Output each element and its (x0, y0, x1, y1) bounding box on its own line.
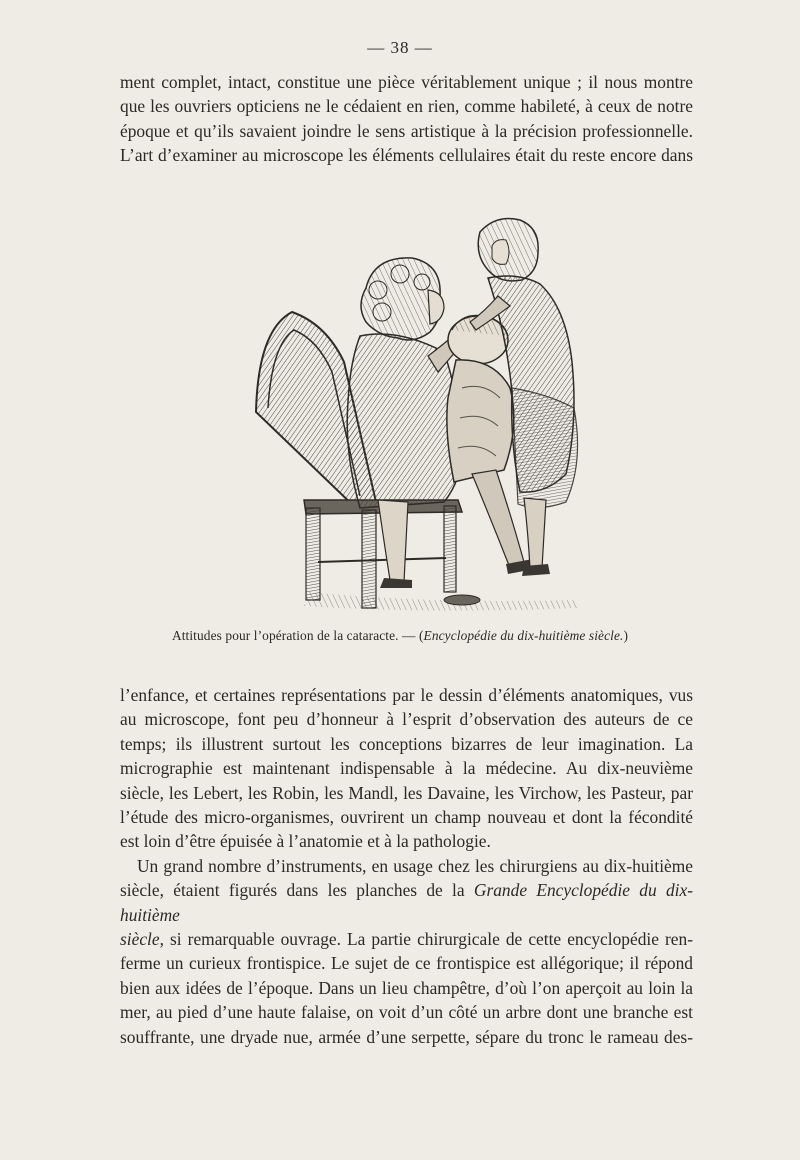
paragraph-2 (120, 683, 693, 1049)
text-line: ferme un curieux frontispice. Le sujet de ce frontispice est allégorique; il répond (120, 953, 693, 974)
book-title: Grande Encyclopédie du dix-huitième (120, 880, 693, 925)
page-number: — 38 — (367, 38, 433, 57)
text-line: micrographie est maintenant indispensable à la médecine. Au dix-neuvième (120, 758, 693, 779)
text-line: temps; ils illustrent surtout les conceptions bizarres de leur imagination. La (120, 733, 693, 754)
book-title: siècle (120, 929, 160, 950)
text-run: , si remarquable ouvrage. La partie chirurgicale de cette encyclopédie ren- (159, 929, 693, 950)
figure-caption (0, 628, 800, 644)
text-line: est loin d’être épuisée à l’anatomie et à la pathologie. (120, 831, 491, 852)
text-line: l’étude des micro-organismes, ouvrirent un champ nouveau et dont la fécondité (120, 807, 693, 828)
text-line: souffrante, une dryade nue, armée d’une serpette, sépare du tronc le rameau des- (120, 1026, 693, 1047)
caption-prefix: Attitudes pour l’opération de la cataracte. — ( (171, 628, 424, 643)
text-line: époque et qu’ils savaient joindre le sens artistique à la précision professionnelle. (120, 120, 693, 141)
engraving-illustration (248, 212, 600, 616)
caption-suffix: ) (623, 628, 629, 643)
text-line: bien aux idées de l’époque. Dans un lieu champêtre, d’où l’on aperçoit au loin la (120, 977, 693, 998)
text-line: mer, au pied d’une haute falaise, on voit d’un côté un arbre dont une branche est (120, 1002, 693, 1023)
text-line (120, 878, 693, 927)
text-line: L’art d’examiner au microscope les éléments cellulaires était du reste encore dans (120, 145, 693, 166)
caption-source: Encyclopédie du dix-huitième siècle. (423, 628, 624, 643)
paragraph-1 (120, 70, 693, 168)
text-line (120, 927, 693, 951)
text-line: ment complet, intact, constitue une pièce véritablement unique ; il nous montre (120, 72, 693, 92)
text-line: Un grand nombre d’instruments, en usage chez les chirurgiens au dix-huitième (137, 855, 693, 876)
text-line: siècle, les Lebert, les Robin, les Mandl, les Davaine, les Virchow, les Pasteur, par (120, 782, 693, 803)
text-line: l’enfance, et certaines représentations par le dessin d’éléments anatomiques, vus (120, 685, 693, 705)
text-line: que les ouvriers opticiens ne le cédaient en rien, comme habileté, à ceux de notre (120, 96, 693, 117)
text-run: siècle, étaient figurés dans les planches de la (120, 880, 474, 901)
text-line: au microscope, font peu d’honneur à l’esprit d’observation des auteurs de ce (120, 709, 693, 730)
